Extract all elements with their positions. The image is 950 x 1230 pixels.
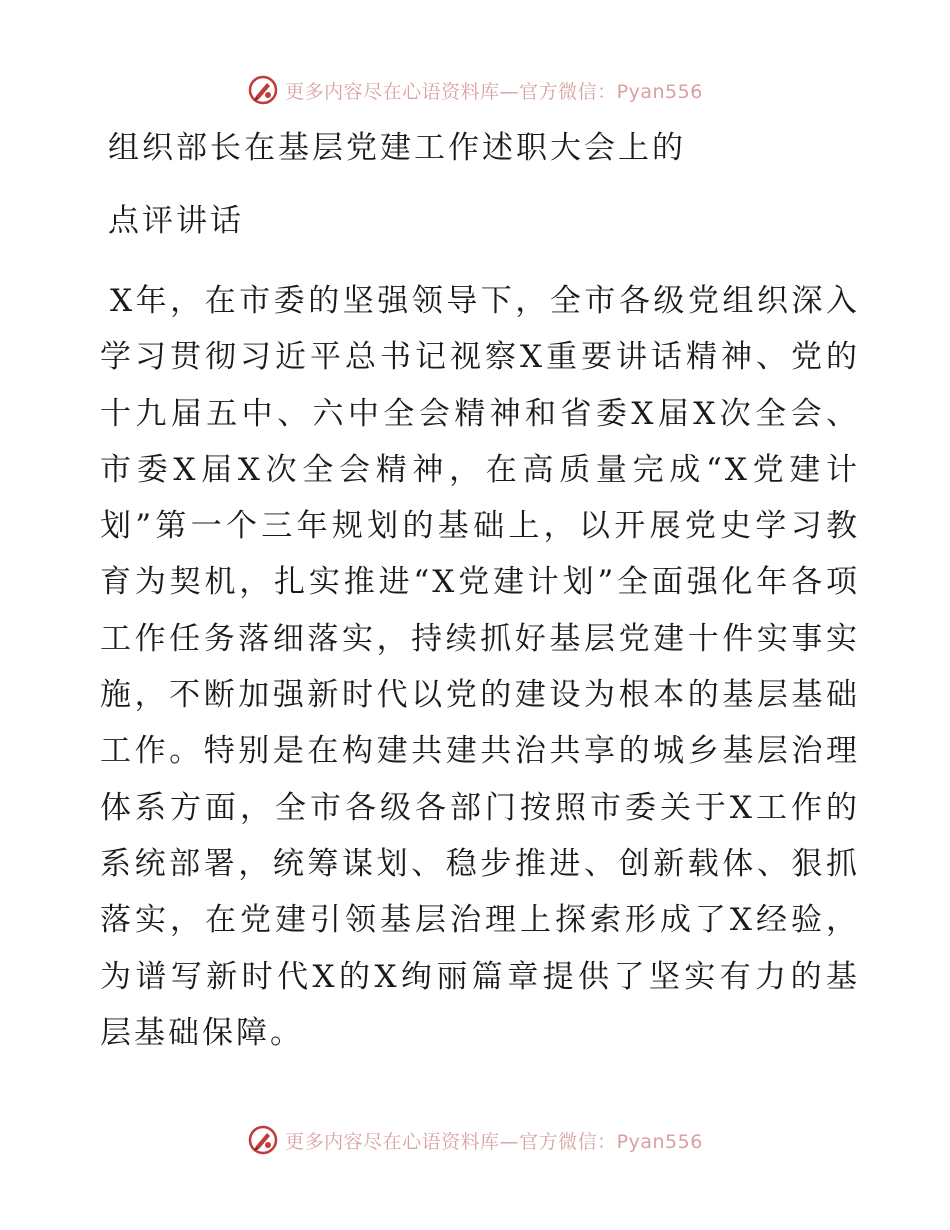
document-title-line-1: 组织部长在基层党建工作述职大会上的 — [108, 130, 686, 166]
header-banner — [0, 70, 950, 110]
footer-banner-text: 更多内容尽在心语资料库—官方微信：Pyan556 — [285, 1130, 703, 1153]
header-banner-text: 更多内容尽在心语资料库—官方微信：Pyan556 — [285, 80, 703, 103]
pen-seal-icon — [247, 74, 279, 106]
document-title-line-2: 点评讲话 — [108, 203, 244, 239]
body-paragraph: X年，在市委的坚强领导下，全市各级党组织深入学习贯彻习近平总书记视察X重要讲话精神、党的十九届五中、六中全会精神和省委X届X次全会、市委X届X次全会精神，在高质量完成“X党建计划”第一个三年规划的基础上，以开展党史学习教育为契机，扎实推进“X党建计划”全面强化年各项工作任务落细落实，持续抓好基层党建十件实事实施，不断加强新时代以党的建设为根本的基层基础工作。特别是在构建共建共治共享的城乡基层治理体系方面，全市各级各部门按照市委关于X工作的系统部署，统筹谋划、稳步推进、创新载体、狠抓落实，在党建引领基层治理上探索形成了X经验，为谱写新时代X的X绚丽篇章提供了坚实有力的基层基础保障。 — [100, 283, 860, 1051]
document-body — [100, 273, 860, 1061]
footer-banner — [0, 1120, 950, 1160]
pen-seal-icon — [247, 1124, 279, 1156]
